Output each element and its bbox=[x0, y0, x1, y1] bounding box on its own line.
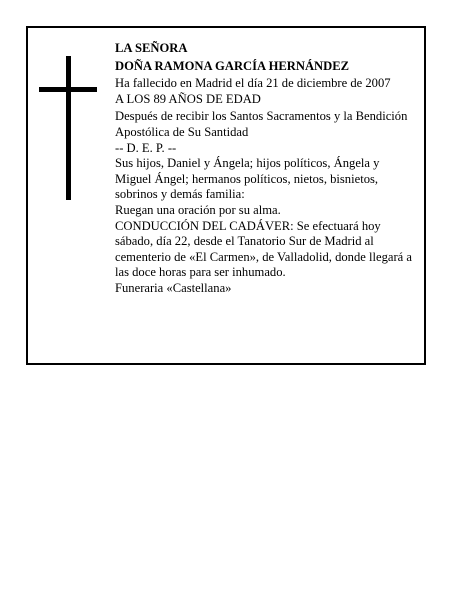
age-line: A LOS 89 AÑOS DE EDAD bbox=[115, 91, 261, 106]
death-date-line: Ha fallecido en Madrid el día 21 de diciembre de 2007 bbox=[115, 76, 391, 91]
cross-horizontal-bar bbox=[39, 87, 97, 92]
latin-cross-icon bbox=[39, 56, 97, 200]
rest-in-peace-line: -- D. E. P. -- bbox=[115, 140, 177, 155]
honorific-line: LA SEÑORA bbox=[115, 41, 188, 55]
notice-body bbox=[115, 41, 417, 297]
deceased-name: DOÑA RAMONA GARCÍA HERNÁNDEZ bbox=[115, 58, 350, 73]
prayer-request-line: Ruegan una oración por su alma. bbox=[115, 202, 281, 217]
funeral-procession-paragraph: CONDUCCIÓN DEL CADÁVER: Se efectuará hoy sábado, día 22, desde el Tanatorio Sur de Madrid al cementerio de «El Carmen», de Valladolid, donde llegará a las doce horas para ser inhumado. bbox=[115, 218, 413, 280]
sacraments-paragraph: Después de recibir los Santos Sacramentos y la Bendición Apostólica de Su Santidad bbox=[115, 109, 408, 139]
funeral-home-line: Funeraria «Castellana» bbox=[115, 280, 232, 295]
cross-vertical-bar bbox=[66, 56, 71, 200]
family-paragraph: Sus hijos, Daniel y Ángela; hijos políticos, Ángela y Miguel Ángel; hermanos políticos, nietos, bisnietos, sobrinos y demás familia: bbox=[115, 156, 380, 202]
obituary-notice bbox=[26, 26, 426, 365]
